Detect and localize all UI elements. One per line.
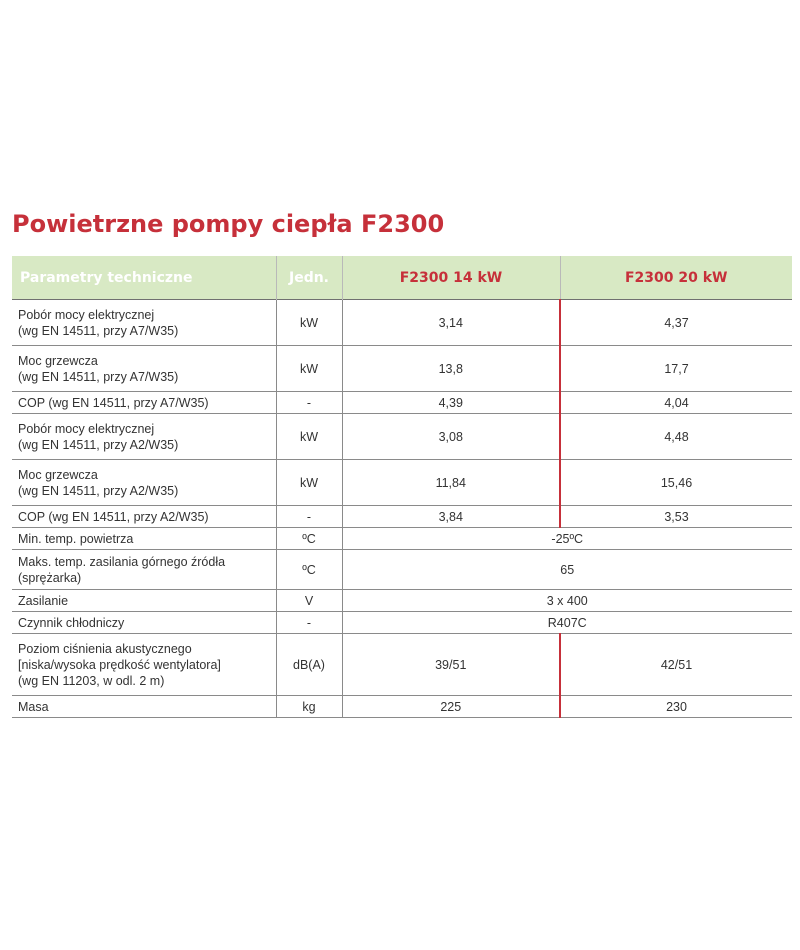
row-label [12, 414, 276, 460]
row-label-line: Poziom ciśnienia akustycznego [18, 641, 192, 656]
row-label-line: COP (wg EN 14511, przy A2/W35) [18, 509, 209, 524]
row-value-20kw: 17,7 [560, 346, 792, 392]
table-row [12, 696, 792, 718]
row-value-20kw: 4,04 [560, 392, 792, 414]
row-value-shared: -25ºC [342, 528, 792, 550]
header-model-20kw: F2300 20 kW [560, 256, 792, 300]
row-unit: dB(A) [276, 634, 342, 696]
row-value-shared: R407C [342, 612, 792, 634]
row-value-14kw: 3,14 [342, 300, 560, 346]
row-label-line: Moc grzewcza [18, 467, 98, 482]
row-unit: - [276, 392, 342, 414]
specs-table [12, 256, 792, 718]
page-title: Powietrzne pompy ciepła F2300 [12, 210, 445, 238]
row-unit: ºC [276, 550, 342, 590]
row-label-line: (wg EN 14511, przy A2/W35) [18, 437, 179, 452]
row-label [12, 696, 276, 718]
table-row [12, 590, 792, 612]
row-value-shared: 3 x 400 [342, 590, 792, 612]
row-unit: kW [276, 346, 342, 392]
table-row [12, 634, 792, 696]
table-row [12, 528, 792, 550]
row-unit: - [276, 506, 342, 528]
row-label [12, 528, 276, 550]
row-label-line: Zasilanie [18, 593, 69, 608]
row-value-14kw: 39/51 [342, 634, 560, 696]
row-label [12, 346, 276, 392]
table-row [12, 414, 792, 460]
row-label-line: Pobór mocy elektrycznej [18, 307, 155, 322]
row-label [12, 506, 276, 528]
header-model-14kw: F2300 14 kW [342, 256, 560, 300]
row-label-line: Masa [18, 699, 49, 714]
row-unit: V [276, 590, 342, 612]
row-unit: kW [276, 414, 342, 460]
row-label [12, 634, 276, 696]
table-row [12, 550, 792, 590]
table-row [12, 300, 792, 346]
table-row [12, 506, 792, 528]
row-value-20kw: 3,53 [560, 506, 792, 528]
row-value-14kw: 11,84 [342, 460, 560, 506]
row-value-14kw: 225 [342, 696, 560, 718]
row-label-line: (wg EN 14511, przy A7/W35) [18, 369, 179, 384]
row-label-line: Pobór mocy elektrycznej [18, 421, 155, 436]
row-label-line: Min. temp. powietrza [18, 531, 134, 546]
table-row [12, 612, 792, 634]
table-row [12, 392, 792, 414]
row-label-line: Maks. temp. zasilania górnego źródła [18, 554, 226, 569]
row-value-20kw: 42/51 [560, 634, 792, 696]
row-label-line: [niska/wysoka prędkość wentylatora] [18, 657, 221, 672]
row-label-line: (wg EN 11203, w odl. 2 m) [18, 673, 165, 688]
table-body [12, 300, 792, 718]
row-label-line: (sprężarka) [18, 570, 82, 585]
table-header-row [12, 256, 792, 300]
row-value-20kw: 15,46 [560, 460, 792, 506]
row-unit: ºC [276, 528, 342, 550]
row-value-20kw: 230 [560, 696, 792, 718]
table-row [12, 346, 792, 392]
row-label [12, 550, 276, 590]
row-label-line: (wg EN 14511, przy A2/W35) [18, 483, 179, 498]
row-unit: - [276, 612, 342, 634]
row-label [12, 460, 276, 506]
row-label [12, 392, 276, 414]
header-unit: Jedn. [276, 256, 342, 300]
row-label-line: (wg EN 14511, przy A7/W35) [18, 323, 179, 338]
row-label [12, 590, 276, 612]
row-unit: kW [276, 300, 342, 346]
row-unit: kg [276, 696, 342, 718]
row-unit: kW [276, 460, 342, 506]
row-value-14kw: 3,08 [342, 414, 560, 460]
row-value-14kw: 13,8 [342, 346, 560, 392]
table-row [12, 460, 792, 506]
header-parameters: Parametry techniczne [12, 256, 276, 300]
row-value-14kw: 4,39 [342, 392, 560, 414]
row-label [12, 612, 276, 634]
row-value-20kw: 4,37 [560, 300, 792, 346]
row-label-line: Moc grzewcza [18, 353, 98, 368]
row-label-line: Czynnik chłodniczy [18, 615, 125, 630]
row-label-line: COP (wg EN 14511, przy A7/W35) [18, 395, 209, 410]
row-value-20kw: 4,48 [560, 414, 792, 460]
row-label [12, 300, 276, 346]
row-value-shared: 65 [342, 550, 792, 590]
row-value-14kw: 3,84 [342, 506, 560, 528]
